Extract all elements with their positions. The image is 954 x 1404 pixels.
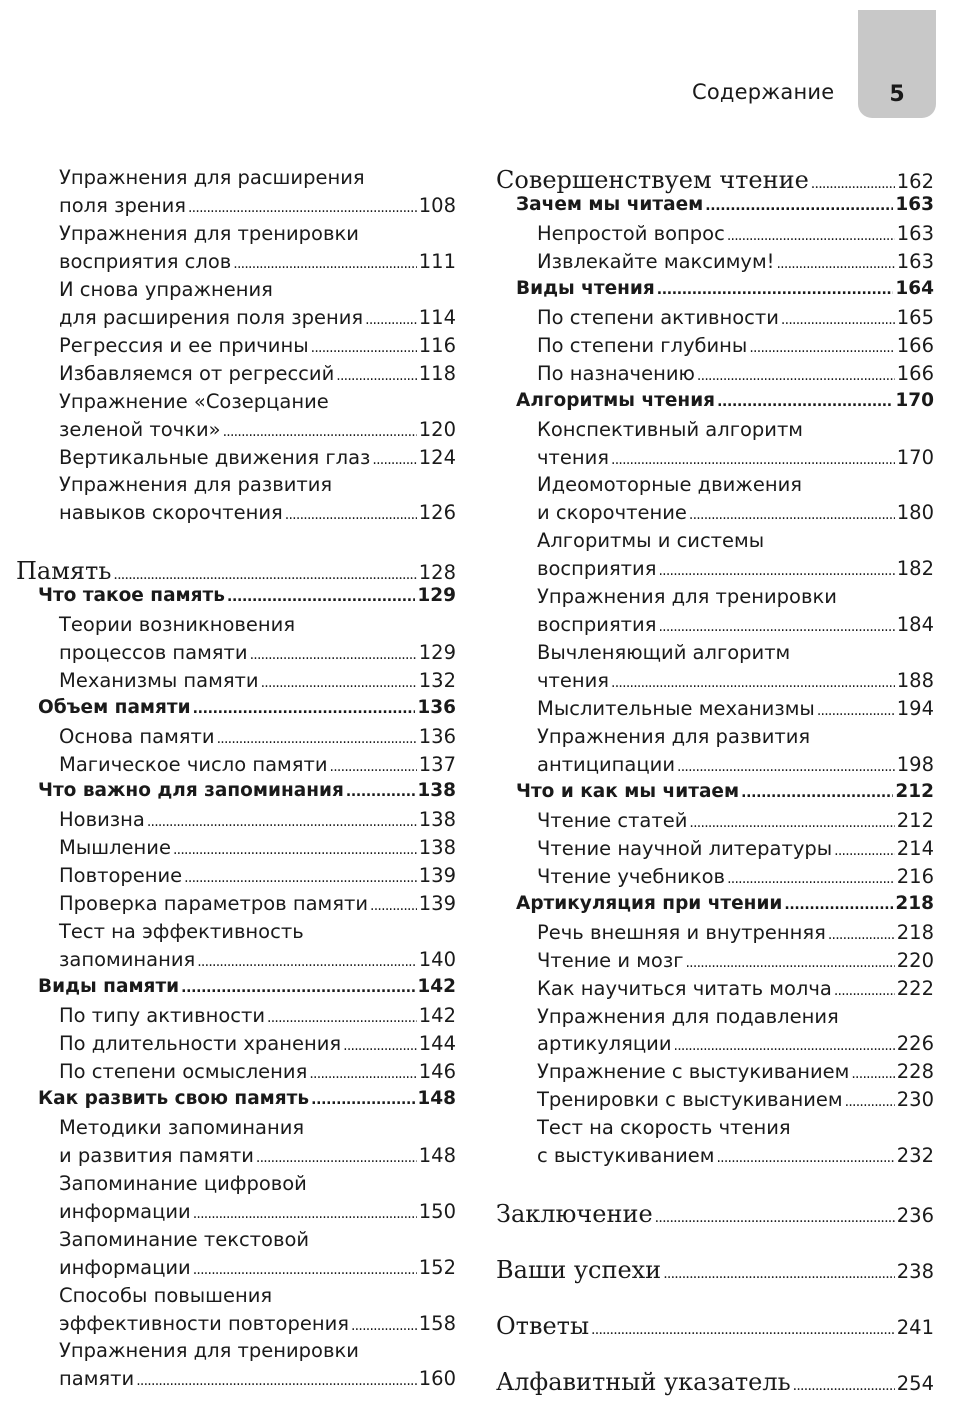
toc-entry-page: 212 bbox=[895, 780, 934, 802]
toc-entry-title: Память bbox=[16, 556, 112, 585]
toc-entry bbox=[59, 250, 456, 278]
leader-dots bbox=[336, 362, 417, 385]
toc-entry-title: По степени активности bbox=[537, 305, 779, 329]
toc-entry-title: поля зрения bbox=[59, 193, 186, 217]
leader-dots bbox=[811, 166, 895, 194]
toc-entry bbox=[59, 808, 456, 836]
toc-entry-title: Что важно для запоминания bbox=[38, 780, 344, 802]
toc-entry bbox=[59, 864, 456, 892]
toc-entry-title: Ответы bbox=[496, 1312, 590, 1341]
toc-entry-title-line: Запоминание цифровой bbox=[59, 1171, 307, 1195]
toc-entry-title: Непростой вопрос bbox=[537, 221, 725, 245]
toc-entry-page: 214 bbox=[896, 836, 934, 860]
leader-dots bbox=[346, 780, 416, 801]
leader-dots bbox=[250, 641, 417, 664]
page-number: 5 bbox=[889, 82, 905, 107]
leader-dots bbox=[217, 725, 417, 748]
toc-entry-page: 165 bbox=[896, 305, 934, 329]
toc-entry bbox=[59, 334, 456, 362]
toc-entry-title: Упражнение с выстукиванием bbox=[537, 1060, 850, 1084]
leader-dots bbox=[311, 1088, 415, 1109]
toc-entry-page: 184 bbox=[896, 613, 934, 637]
leader-dots bbox=[658, 613, 894, 636]
toc-entry bbox=[59, 669, 456, 697]
toc-entry-title: Механизмы памяти bbox=[59, 668, 259, 692]
toc-entry-title: Новизна bbox=[59, 808, 145, 832]
toc-entry bbox=[516, 781, 934, 809]
toc-entry-page: 188 bbox=[896, 669, 934, 693]
leader-dots bbox=[223, 418, 417, 441]
toc-entry-title: Ваши успехи bbox=[496, 1256, 662, 1285]
toc-entry-page: 216 bbox=[896, 864, 934, 888]
toc-entry-title: восприятия bbox=[537, 557, 657, 581]
toc-entry bbox=[59, 1144, 456, 1172]
toc-entry-title-line: Способы повышения bbox=[59, 1283, 273, 1307]
toc-entry bbox=[537, 362, 934, 390]
toc-entry bbox=[59, 1004, 456, 1032]
toc-entry bbox=[59, 1367, 456, 1395]
toc-entry-page: 132 bbox=[418, 668, 456, 692]
toc-entry-page: 142 bbox=[418, 1004, 456, 1028]
toc-entry-page: 170 bbox=[895, 389, 934, 411]
toc-entry-title-line: И снова упражнения bbox=[59, 277, 273, 301]
toc-entry bbox=[537, 250, 934, 278]
toc-entry-page: 136 bbox=[418, 724, 456, 748]
toc-entry-page: 140 bbox=[418, 948, 456, 972]
toc-entry-title: Артикуляция при чтении bbox=[516, 892, 783, 914]
leader-dots bbox=[741, 781, 893, 802]
toc-entry bbox=[59, 641, 456, 669]
toc-entry-title: Тренировки с выстукиванием bbox=[537, 1088, 843, 1112]
toc-entry-title: Чтение статей bbox=[537, 808, 688, 832]
toc-entry-title: информации bbox=[59, 1199, 191, 1223]
leader-dots bbox=[193, 1256, 417, 1279]
toc-entry-title: восприятия bbox=[537, 613, 657, 637]
leader-dots bbox=[193, 1200, 417, 1223]
toc-entry-title-line: Вычленяющий алгоритм bbox=[537, 641, 791, 665]
toc-entry bbox=[59, 418, 456, 446]
leader-dots bbox=[663, 1256, 895, 1284]
toc-entry-page: 129 bbox=[417, 584, 456, 606]
toc-entry-title-line: Упражнение «Созерцание bbox=[59, 389, 329, 413]
toc-entry bbox=[59, 892, 456, 920]
toc-entry-page: 164 bbox=[895, 277, 934, 299]
toc-entry-page: 146 bbox=[418, 1059, 456, 1083]
toc-entry-page: 114 bbox=[418, 305, 456, 329]
toc-entry-title: Речь внешняя и внутренняя bbox=[537, 920, 826, 944]
running-header: Содержание bbox=[692, 80, 835, 104]
toc-entry-title: Мыслительные механизмы bbox=[537, 697, 815, 721]
toc-entry bbox=[496, 1368, 934, 1396]
leader-dots bbox=[136, 1367, 417, 1390]
toc-entry-title: с выстукиванием bbox=[537, 1144, 715, 1168]
leader-dots bbox=[845, 1088, 895, 1111]
toc-entry-title: Регрессия и ее причины bbox=[59, 333, 309, 357]
toc-entry bbox=[59, 836, 456, 864]
toc-entry-title: Виды памяти bbox=[38, 976, 180, 998]
toc-entry bbox=[59, 1060, 456, 1088]
toc-entry-title-line: Идеомоторные движения bbox=[537, 473, 803, 497]
toc-entry-page: 139 bbox=[418, 892, 456, 916]
toc-entry bbox=[59, 948, 456, 976]
toc-entry bbox=[537, 501, 934, 529]
leader-dots bbox=[173, 836, 417, 859]
leader-dots bbox=[184, 864, 417, 887]
toc-entry bbox=[38, 976, 456, 1004]
leader-dots bbox=[285, 501, 417, 524]
toc-entry bbox=[59, 306, 456, 334]
leader-dots bbox=[689, 501, 895, 524]
toc-entry-page: 137 bbox=[418, 752, 456, 776]
toc-entry bbox=[59, 1312, 456, 1340]
toc-entry bbox=[16, 557, 456, 585]
toc-entry-title: Основа памяти bbox=[59, 724, 215, 748]
leader-dots bbox=[727, 865, 895, 888]
toc-entry-page: 194 bbox=[896, 697, 934, 721]
toc-entry-page: 138 bbox=[418, 836, 456, 860]
toc-entry-title: Виды чтения bbox=[516, 277, 655, 299]
toc-entry-page: 152 bbox=[418, 1255, 456, 1279]
toc-entry-page: 236 bbox=[896, 1204, 934, 1228]
leader-dots bbox=[147, 808, 417, 831]
toc-entry bbox=[537, 977, 934, 1005]
toc-entry-title: Как развить свою память bbox=[38, 1087, 310, 1109]
toc-entry-page: 241 bbox=[896, 1316, 934, 1340]
leader-dots bbox=[657, 278, 894, 299]
toc-entry-page: 160 bbox=[418, 1367, 456, 1391]
leader-dots bbox=[705, 194, 893, 215]
toc-entry-title-line: Упражнения для тренировки bbox=[59, 221, 359, 245]
toc-entry-page: 232 bbox=[896, 1144, 934, 1168]
toc-entry bbox=[59, 1200, 456, 1228]
toc-entry-page: 163 bbox=[895, 193, 934, 215]
toc-entry-page: 162 bbox=[896, 170, 934, 193]
toc-entry-title: Избавляемся от регрессий bbox=[59, 361, 335, 385]
toc-entry-page: 220 bbox=[896, 948, 934, 972]
toc-entry-title-line: Упражнения для подавления bbox=[537, 1004, 839, 1028]
leader-dots bbox=[343, 1032, 417, 1055]
toc-entry-title: антиципации bbox=[537, 752, 675, 776]
toc-entry-page: 150 bbox=[418, 1199, 456, 1223]
toc-entry-title: Алгоритмы чтения bbox=[516, 389, 716, 411]
leader-dots bbox=[591, 1312, 895, 1340]
toc-entry bbox=[537, 865, 934, 893]
toc-entry-page: 182 bbox=[896, 557, 934, 581]
toc-entry-title: Мышление bbox=[59, 836, 171, 860]
toc-entry-page: 111 bbox=[418, 249, 456, 273]
toc-entry bbox=[537, 837, 934, 865]
toc-entry-title-line: Упражнения для развития bbox=[59, 473, 333, 497]
leader-dots bbox=[677, 753, 895, 776]
toc-entry bbox=[59, 1256, 456, 1284]
toc-entry-page: 144 bbox=[418, 1032, 456, 1055]
toc-entry bbox=[516, 194, 934, 222]
leader-dots bbox=[611, 446, 895, 469]
toc-entry-page: 138 bbox=[417, 780, 456, 802]
toc-entry bbox=[496, 1256, 934, 1284]
toc-entry-title: информации bbox=[59, 1255, 191, 1279]
toc-entry bbox=[537, 334, 934, 362]
leader-dots bbox=[256, 1144, 417, 1167]
toc-entry bbox=[537, 697, 934, 725]
toc-entry bbox=[537, 669, 934, 697]
leader-dots bbox=[817, 697, 895, 720]
toc-entry-title: эффективности повторения bbox=[59, 1311, 349, 1335]
toc-entry bbox=[537, 446, 934, 474]
toc-entry-title: Что и как мы читаем bbox=[516, 780, 740, 802]
toc-entry bbox=[537, 1032, 934, 1060]
toc-entry-title: Проверка параметров памяти bbox=[59, 892, 369, 916]
leader-dots bbox=[372, 446, 416, 469]
toc-entry bbox=[537, 949, 934, 977]
toc-entry bbox=[59, 725, 456, 753]
page-tab bbox=[858, 10, 936, 118]
toc-entry-page: 148 bbox=[418, 1143, 456, 1167]
toc-entry-title: Как научиться читать молча bbox=[537, 976, 832, 1000]
toc-entry-page: 226 bbox=[896, 1032, 934, 1056]
leader-dots bbox=[697, 362, 895, 385]
toc-entry-title: восприятия слов bbox=[59, 249, 232, 273]
toc-entry-page: 136 bbox=[417, 696, 456, 718]
leader-dots bbox=[330, 753, 417, 776]
leader-dots bbox=[784, 893, 893, 914]
toc-entry bbox=[59, 362, 456, 390]
toc-entry bbox=[516, 278, 934, 306]
leader-dots bbox=[193, 697, 416, 718]
toc-entry bbox=[537, 1144, 934, 1172]
leader-dots bbox=[233, 250, 417, 273]
toc-entry-title: для расширения поля зрения bbox=[59, 305, 364, 329]
toc-entry-title: запоминания bbox=[59, 948, 196, 972]
toc-entry-title: По степени осмысления bbox=[59, 1059, 308, 1083]
leader-dots bbox=[227, 585, 415, 606]
toc-entry-title: и скорочтение bbox=[537, 501, 687, 525]
leader-dots bbox=[188, 194, 417, 217]
toc-entry-title: Повторение bbox=[59, 864, 183, 888]
toc-entry-title-line: Упражнения для расширения bbox=[59, 166, 365, 189]
leader-dots bbox=[834, 837, 895, 860]
toc-entry bbox=[516, 893, 934, 921]
toc-entry-title: Зачем мы читаем bbox=[516, 193, 704, 215]
toc-entry-page: 212 bbox=[896, 808, 934, 832]
toc-entry-title: Чтение учебников bbox=[537, 864, 726, 888]
toc-entry-title: памяти bbox=[59, 1367, 135, 1391]
toc-entry-page: 198 bbox=[896, 752, 934, 776]
toc-entry-title: и развития памяти bbox=[59, 1143, 254, 1167]
toc-entry-title-line: Упражнения для тренировки bbox=[537, 585, 837, 609]
toc-entry-title: Чтение и мозг bbox=[537, 948, 684, 972]
toc-entry-title: Алфавитный указатель bbox=[496, 1368, 791, 1397]
leader-dots bbox=[716, 1144, 894, 1167]
toc-entry-title: По типу активности bbox=[59, 1004, 265, 1028]
toc-entry bbox=[59, 1032, 456, 1060]
leader-dots bbox=[793, 1368, 895, 1396]
toc-entry bbox=[496, 166, 934, 194]
toc-entry-page: 166 bbox=[896, 361, 934, 385]
toc-entry-page: 148 bbox=[417, 1087, 456, 1109]
toc-entry-page: 116 bbox=[418, 333, 456, 357]
leader-dots bbox=[655, 1200, 895, 1228]
toc-entry bbox=[496, 1200, 934, 1228]
toc-entry-title-line: Алгоритмы и системы bbox=[537, 529, 765, 553]
toc-entry bbox=[38, 1088, 456, 1116]
toc-entry-page: 142 bbox=[417, 976, 456, 998]
toc-entry-page: 118 bbox=[418, 361, 456, 385]
leader-dots bbox=[749, 334, 894, 357]
leader-dots bbox=[717, 390, 893, 411]
toc-entry-title-line: Методики запоминания bbox=[59, 1115, 305, 1139]
toc-entry-page: 163 bbox=[896, 221, 934, 245]
toc-entry-page: 218 bbox=[895, 892, 934, 914]
toc-entry-page: 108 bbox=[418, 193, 456, 217]
leader-dots bbox=[851, 1060, 894, 1083]
toc-entry-title: чтения bbox=[537, 445, 610, 469]
leader-dots bbox=[658, 557, 894, 580]
leader-dots bbox=[685, 949, 894, 972]
toc-entry-title: чтения bbox=[537, 669, 610, 693]
toc-entry bbox=[537, 222, 934, 250]
toc-entry-title: Объем памяти bbox=[38, 696, 191, 718]
leader-dots bbox=[113, 557, 416, 585]
toc-entry-page: 124 bbox=[418, 445, 456, 469]
toc-entry-title-line: Тест на скорость чтения bbox=[537, 1116, 791, 1140]
leader-dots bbox=[365, 306, 417, 329]
toc-entry bbox=[537, 613, 934, 641]
leader-dots bbox=[834, 977, 895, 1000]
toc-entry-page: 230 bbox=[896, 1088, 934, 1112]
toc-entry-title-line: Упражнения для тренировки bbox=[59, 1339, 359, 1363]
toc-entry bbox=[59, 194, 456, 222]
toc-entry-title: По степени глубины bbox=[537, 333, 748, 357]
toc-entry-page: 138 bbox=[418, 808, 456, 832]
leader-dots bbox=[181, 976, 415, 997]
toc-entry-page: 126 bbox=[418, 501, 456, 525]
leader-dots bbox=[197, 948, 417, 971]
leader-dots bbox=[689, 809, 894, 832]
toc-entry-page: 120 bbox=[418, 417, 456, 441]
leader-dots bbox=[267, 1004, 417, 1027]
toc-entry-title-line: Запоминание текстовой bbox=[59, 1227, 310, 1251]
leader-dots bbox=[781, 306, 895, 329]
leader-dots bbox=[309, 1060, 416, 1083]
toc-entry bbox=[59, 753, 456, 781]
toc-entry-page: 180 bbox=[896, 501, 934, 525]
toc-entry-page: 163 bbox=[896, 249, 934, 273]
toc-entry bbox=[38, 780, 456, 808]
toc-entry-page: 170 bbox=[896, 445, 934, 469]
toc-entry-title-line: Теории возникновения bbox=[59, 612, 296, 636]
toc-entry-page: 228 bbox=[896, 1060, 934, 1084]
toc-entry bbox=[537, 753, 934, 781]
toc-entry bbox=[496, 1312, 934, 1340]
toc-entry-title-line: Тест на эффективность bbox=[59, 920, 304, 944]
toc-entry-page: 218 bbox=[896, 920, 934, 944]
leader-dots bbox=[611, 669, 895, 692]
toc-entry bbox=[537, 1060, 934, 1088]
leader-dots bbox=[727, 222, 895, 245]
toc-entry bbox=[537, 921, 934, 949]
toc-entry-title: Извлекайте максимум! bbox=[537, 249, 775, 273]
toc-entry bbox=[537, 306, 934, 334]
toc-entry-page: 166 bbox=[896, 333, 934, 357]
toc-entry-title: навыков скорочтения bbox=[59, 501, 283, 525]
toc-entry bbox=[38, 697, 456, 725]
leader-dots bbox=[776, 250, 894, 273]
toc-entry bbox=[537, 557, 934, 585]
toc-entry bbox=[59, 446, 456, 474]
toc-entry-page: 222 bbox=[896, 976, 934, 1000]
toc-entry-title-line: Упражнения для развития bbox=[537, 725, 811, 748]
toc-entry-title: Что такое память bbox=[38, 584, 225, 606]
toc-entry-page: 128 bbox=[418, 560, 456, 584]
toc-entry-title: зеленой точки» bbox=[59, 417, 221, 441]
toc-entry-title: артикуляции bbox=[537, 1032, 672, 1056]
toc-entry bbox=[38, 585, 456, 613]
toc-entry bbox=[537, 1088, 934, 1116]
toc-entry-page: 139 bbox=[418, 864, 456, 888]
toc-entry-title: процессов памяти bbox=[59, 640, 248, 664]
toc-entry-page: 238 bbox=[896, 1260, 934, 1284]
leader-dots bbox=[674, 1032, 895, 1055]
toc-entry-page: 158 bbox=[418, 1311, 456, 1335]
leader-dots bbox=[828, 921, 895, 944]
toc-entry-title-line: Конспективный алгоритм bbox=[537, 417, 804, 441]
toc-entry bbox=[59, 501, 456, 529]
toc-entry-title: Магическое число памяти bbox=[59, 752, 328, 776]
toc-entry bbox=[516, 390, 934, 418]
leader-dots bbox=[370, 892, 417, 915]
toc-entry-title: По длительности хранения bbox=[59, 1032, 342, 1055]
toc-entry-title: Заключение bbox=[496, 1200, 653, 1229]
toc-entry-title: Чтение научной литературы bbox=[537, 836, 833, 860]
leader-dots bbox=[351, 1312, 417, 1335]
toc-entry-page: 254 bbox=[896, 1372, 934, 1396]
toc-entry-title: По назначению bbox=[537, 361, 695, 385]
leader-dots bbox=[311, 334, 417, 357]
toc-entry-title: Совершенствуем чтение bbox=[496, 166, 809, 194]
leader-dots bbox=[261, 669, 417, 692]
toc-entry bbox=[537, 809, 934, 837]
toc-entry-page: 129 bbox=[418, 640, 456, 664]
toc-entry-title: Вертикальные движения глаз bbox=[59, 445, 371, 469]
